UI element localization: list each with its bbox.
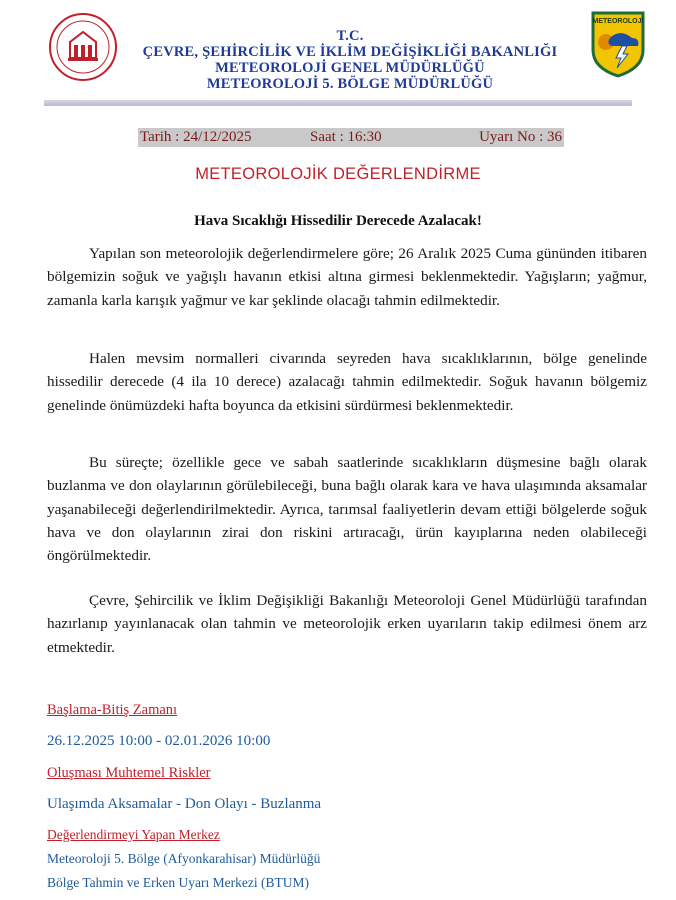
header-line-region: METEOROLOJİ 5. BÖLGE MÜDÜRLÜĞÜ bbox=[206, 76, 494, 92]
document-subtitle: Hava Sıcaklığı Hissedilir Derecede Azalacak! bbox=[194, 213, 482, 229]
warning-date: Tarih : 24/12/2025 bbox=[140, 129, 252, 145]
meteoroloji-shield-logo-icon bbox=[590, 10, 646, 78]
center-label: Değerlendirmeyi Yapan Merkez bbox=[47, 827, 220, 842]
warning-time: Saat : 16:30 bbox=[310, 129, 382, 145]
body-paragraph-3: Bu süreçte; özellikle gece ve sabah saatlerinde sıcaklıkların düşmesine bağlı olarak buzlanma ve don olaylarının görülebileceği, buna bağlı olarak kara ve hava ulaşımında aksamalar yaşanabileceği değerlendirilmektedir. Ayrıca, tarımsal faaliyetlerin devam ettiği bölgelerde soğuk hava ve don olaylarının zirai don riskini artıracağı, ürün kayıplarına neden olabileceği öngörülmektedir. bbox=[47, 454, 647, 565]
body-paragraph-4: Çevre, Şehircilik ve İklim Değişikliği Bakanlığı Meteoroloji Genel Müdürlüğü tarafından hazırlanıp yayınlanacak olan tahmin ve meteorolojik erken uyarıların takip edilmesi önem arz etmektedir. bbox=[47, 592, 647, 656]
logo-text: METEOROLOJİ bbox=[592, 18, 644, 25]
warning-number: Uyarı No : 36 bbox=[479, 129, 562, 145]
header-title-block bbox=[130, 28, 570, 92]
header-line-tc: T.C. bbox=[336, 28, 364, 44]
risks-label: Oluşması Muhtemel Riskler bbox=[47, 765, 211, 781]
header-line-directorate: METEOROLOJİ GENEL MÜDÜRLÜĞÜ bbox=[215, 60, 485, 76]
center-name: Meteoroloji 5. Bölge (Afyonkarahisar) Müdürlüğü bbox=[47, 851, 321, 866]
body-paragraph-1: Yapılan son meteorolojik değerlendirmelere göre; 26 Aralık 2025 Cuma gününden itibaren bölgemizin soğuk ve yağışlı havanın etkisi altına girmesi beklenmektedir. Yağışların; yağmur, zamanla karla karışık yağmur ve kar şeklinde olacağı tahmin edilmektedir. bbox=[47, 245, 647, 309]
header-divider bbox=[44, 100, 632, 106]
letterhead bbox=[0, 0, 676, 110]
period-value: 26.12.2025 10:00 - 02.01.2026 10:00 bbox=[47, 733, 271, 749]
period-label: Başlama-Bitiş Zamanı bbox=[47, 702, 178, 718]
center-unit: Bölge Tahmin ve Erken Uyarı Merkezi (BTUM) bbox=[47, 875, 309, 890]
document-title: METEOROLOJİK DEĞERLENDİRME bbox=[195, 165, 481, 183]
body-paragraph-2: Halen mevsim normalleri civarında seyreden hava sıcaklıklarının, bölge genelinde hissedilir derecede (4 ila 10 derece) azalacağı tahmin edilmektedir. Soğuk havanın bölgemiz genelinde önümüzdeki hafta boyunca da etkisini sürdürmesi beklenmektedir. bbox=[47, 350, 647, 414]
ministry-emblem-icon bbox=[48, 12, 118, 82]
warning-info-bar bbox=[138, 128, 564, 147]
header-line-ministry: ÇEVRE, ŞEHİRCİLİK VE İKLİM DEĞİŞİKLİĞİ BAKANLIĞI bbox=[142, 44, 558, 60]
risks-value: Ulaşımda Aksamalar - Don Olayı - Buzlanma bbox=[47, 796, 322, 812]
